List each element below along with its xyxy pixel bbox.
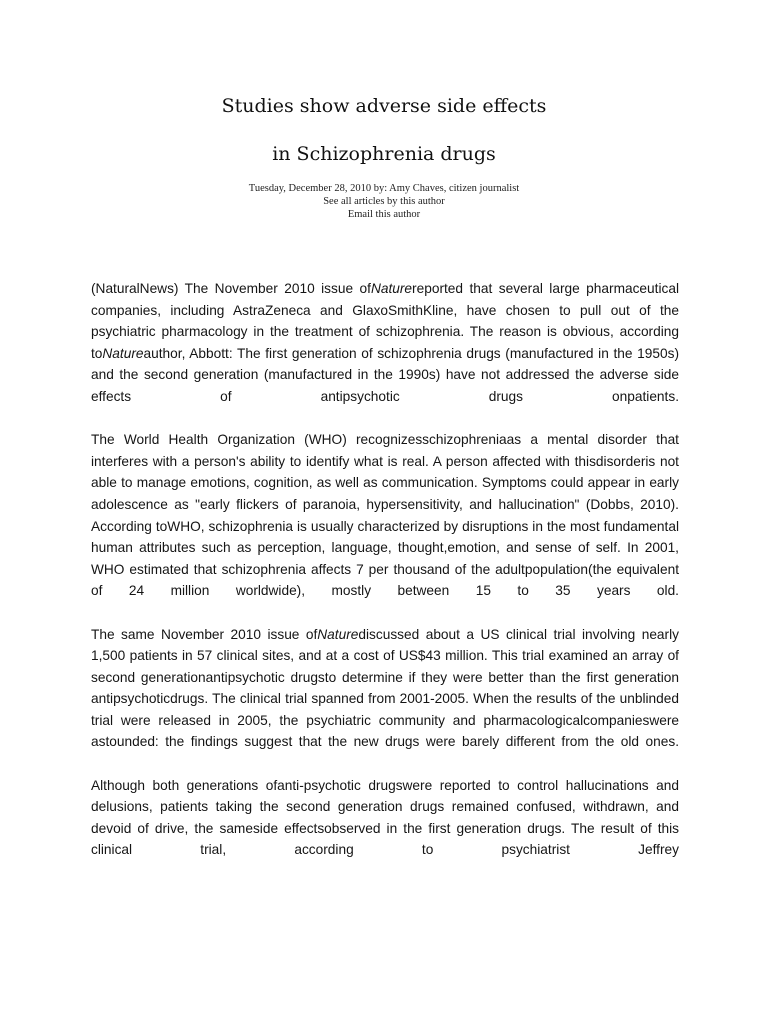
paragraph-2: The World Health Organization (WHO) recognizesschizophreniaas a mental disorder that interferes with a person's ability to identify what is real. A person affected with thisdisorderis not able to manage emotions, cognition, as well as communication. Symptoms could appear in early adolescence as "early flickers of paranoia, hypersensitivity, and hallucination" (Dobbs, 2010). According toWHO, schizophrenia is usually characterized by disruptions in the most fundamental human attributes such as perception, language, thought,emotion, and sense of self. In 2001, WHO estimated that schizophrenia affects 7 per thousand of the adultpopulation(the equivalent of 24 million worldwide), mostly between 15 to 35 years old. bbox=[91, 432, 679, 599]
p3-text-a: The same November 2010 issue of bbox=[91, 626, 318, 642]
p3-italic-nature: Nature bbox=[317, 626, 359, 642]
article-body bbox=[91, 278, 679, 883]
title-line-2: in Schizophrenia drugs bbox=[272, 143, 496, 165]
p3-text-b: discussed about a US clinical trial involving nearly 1,500 patients in 57 clinical sites, and at a cost of US$43 million. This trial examined an array of second generationantipsychotic drugsto determine if they were better than the first generation antipsychoticdrugs. The clinical trial spanned from 2001-2005. When the results of the unblinded trial were released in 2005, the psychiatric community and pharmacologicalcompanieswere astounded: the findings suggest that the new drugs were barely different from the old ones. bbox=[91, 626, 679, 750]
paragraph-4: Although both generations ofanti-psychotic drugswere reported to control hallucinations and delusions, patients taking the second generation drugs remained confused, withdrawn, and devoid of drive, the sameside effectsobserved in the first generation drugs. The result of this clinical trial, according to psychiatrist Jeffrey bbox=[91, 777, 679, 858]
byline: Tuesday, December 28, 2010 by: Amy Chaves, citizen journalist bbox=[248, 183, 520, 194]
p1-text-a: (NaturalNews) The November 2010 issue of bbox=[91, 281, 371, 296]
p1-text-b: reported that several large pharmaceutical companies, including AstraZeneca and GlaxoSmithKline, have chosen to pull out of the psychiatric pharmacology in the treatment of schizophrenia. The reason is obvious, according to bbox=[91, 281, 679, 361]
paragraph-1 bbox=[91, 278, 679, 408]
article-meta bbox=[0, 182, 768, 221]
see-all-articles-link[interactable]: See all articles by this author bbox=[323, 196, 445, 207]
p1-italic-nature-2: Nature bbox=[102, 345, 144, 361]
email-author-link[interactable]: Email this author bbox=[347, 209, 421, 220]
p1-italic-nature: Nature bbox=[370, 281, 413, 296]
paragraph-3 bbox=[91, 624, 679, 754]
title-line-1: Studies show adverse side effects bbox=[221, 95, 547, 117]
p1-text-c: author, Abbott: The first generation of schizophrenia drugs (manufactured in the 1950s) and the second generation (manufactured in the 1990s) have not addressed the adverse side effects of antipsychotic drugs onpatients. bbox=[91, 345, 679, 404]
